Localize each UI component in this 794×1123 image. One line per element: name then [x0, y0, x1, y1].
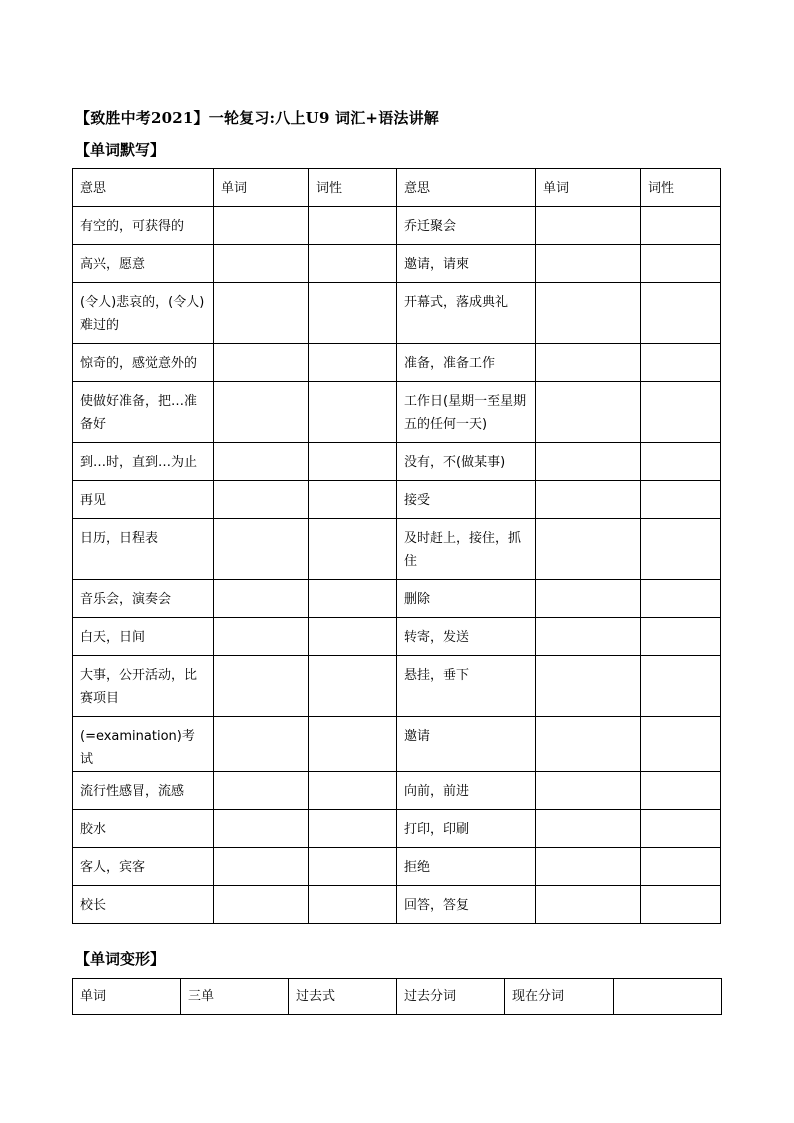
meaning-cell: 乔迁聚会: [397, 207, 536, 245]
table-row: [73, 382, 721, 443]
pos-input-cell[interactable]: [641, 382, 721, 443]
pos-input-cell[interactable]: [309, 772, 397, 810]
word-input-cell[interactable]: [214, 656, 309, 717]
table-row: [73, 717, 721, 772]
pos-input-cell[interactable]: [309, 580, 397, 618]
section-heading-transform: 【单词变形】: [75, 950, 166, 968]
word-input-cell[interactable]: [536, 283, 641, 344]
pos-input-cell[interactable]: [641, 283, 721, 344]
pos-input-cell[interactable]: [309, 382, 397, 443]
pos-input-cell[interactable]: [641, 443, 721, 481]
table-row: [73, 207, 721, 245]
word-input-cell[interactable]: [536, 382, 641, 443]
pos-input-cell[interactable]: [641, 344, 721, 382]
table-row: [73, 245, 721, 283]
meaning-cell: 邀请: [397, 717, 536, 772]
meaning-cell: (令人)悲哀的，(令人)难过的: [73, 283, 214, 344]
pos-input-cell[interactable]: [309, 245, 397, 283]
word-input-cell[interactable]: [214, 580, 309, 618]
table-row: [73, 481, 721, 519]
meaning-cell: 没有，不(做某事): [397, 443, 536, 481]
pos-input-cell[interactable]: [641, 519, 721, 580]
meaning-cell: 流行性感冒，流感: [73, 772, 214, 810]
header-cell-word: 单词: [214, 169, 309, 207]
word-input-cell[interactable]: [214, 207, 309, 245]
pos-input-cell[interactable]: [641, 580, 721, 618]
pos-input-cell[interactable]: [309, 717, 397, 772]
section-heading-dictation: 【单词默写】: [75, 141, 166, 159]
meaning-cell: 使做好准备，把…准备好: [73, 382, 214, 443]
word-input-cell[interactable]: [536, 245, 641, 283]
pos-input-cell[interactable]: [309, 443, 397, 481]
pos-input-cell[interactable]: [309, 810, 397, 848]
header-cell-past-participle: 过去分词: [397, 979, 505, 1015]
word-input-cell[interactable]: [214, 283, 309, 344]
word-input-cell[interactable]: [536, 519, 641, 580]
pos-input-cell[interactable]: [641, 656, 721, 717]
header-cell-word: 单词: [73, 979, 181, 1015]
meaning-cell: 悬挂，垂下: [397, 656, 536, 717]
meaning-cell: 向前，前进: [397, 772, 536, 810]
pos-input-cell[interactable]: [641, 717, 721, 772]
header-cell-present-participle: 现在分词: [505, 979, 614, 1015]
table-header-row: [73, 979, 722, 1015]
header-cell-blank: [614, 979, 722, 1015]
table-row: [73, 344, 721, 382]
header-cell-past-tense: 过去式: [289, 979, 397, 1015]
word-input-cell[interactable]: [214, 848, 309, 886]
pos-input-cell[interactable]: [309, 618, 397, 656]
pos-input-cell[interactable]: [309, 344, 397, 382]
meaning-cell: 日历，日程表: [73, 519, 214, 580]
word-input-cell[interactable]: [536, 207, 641, 245]
word-input-cell[interactable]: [536, 618, 641, 656]
table-header-row: [73, 169, 721, 207]
table-row: [73, 656, 721, 717]
header-cell-pos: 词性: [641, 169, 721, 207]
word-input-cell[interactable]: [536, 886, 641, 924]
meaning-cell: 准备，准备工作: [397, 344, 536, 382]
pos-input-cell[interactable]: [309, 886, 397, 924]
word-input-cell[interactable]: [214, 717, 309, 772]
meaning-cell: 工作日(星期一至星期五的任何一天): [397, 382, 536, 443]
meaning-cell: 邀请，请柬: [397, 245, 536, 283]
header-cell-third-person: 三单: [181, 979, 289, 1015]
table-row: [73, 519, 721, 580]
meaning-cell: (=examination)考试: [73, 717, 214, 772]
vocab-dictation-table: [72, 168, 721, 924]
pos-input-cell[interactable]: [309, 656, 397, 717]
pos-input-cell[interactable]: [641, 481, 721, 519]
meaning-cell: 惊奇的，感觉意外的: [73, 344, 214, 382]
word-input-cell[interactable]: [536, 717, 641, 772]
word-forms-table: [72, 978, 722, 1015]
word-input-cell[interactable]: [214, 772, 309, 810]
word-input-cell[interactable]: [536, 656, 641, 717]
meaning-cell: 大事，公开活动，比赛项目: [73, 656, 214, 717]
table-row: [73, 283, 721, 344]
meaning-cell: 白天，日间: [73, 618, 214, 656]
table-row: [73, 886, 721, 924]
pos-input-cell[interactable]: [309, 207, 397, 245]
meaning-cell: 校长: [73, 886, 214, 924]
table-row: [73, 618, 721, 656]
meaning-cell: 转寄，发送: [397, 618, 536, 656]
word-input-cell[interactable]: [214, 810, 309, 848]
pos-input-cell[interactable]: [641, 618, 721, 656]
pos-input-cell[interactable]: [641, 886, 721, 924]
word-input-cell[interactable]: [214, 481, 309, 519]
pos-input-cell[interactable]: [309, 519, 397, 580]
word-input-cell[interactable]: [214, 344, 309, 382]
meaning-cell: 客人，宾客: [73, 848, 214, 886]
word-input-cell[interactable]: [214, 886, 309, 924]
header-cell-word: 单词: [536, 169, 641, 207]
meaning-cell: 回答，答复: [397, 886, 536, 924]
pos-input-cell[interactable]: [309, 848, 397, 886]
table-row: [73, 443, 721, 481]
pos-input-cell[interactable]: [641, 810, 721, 848]
pos-input-cell[interactable]: [641, 245, 721, 283]
table-row: [73, 848, 721, 886]
meaning-cell: 删除: [397, 580, 536, 618]
meaning-cell: 开幕式，落成典礼: [397, 283, 536, 344]
word-input-cell[interactable]: [214, 519, 309, 580]
meaning-cell: 及时赶上，接住，抓住: [397, 519, 536, 580]
meaning-cell: 拒绝: [397, 848, 536, 886]
header-cell-pos: 词性: [309, 169, 397, 207]
meaning-cell: 接受: [397, 481, 536, 519]
word-input-cell[interactable]: [214, 382, 309, 443]
word-input-cell[interactable]: [536, 443, 641, 481]
table-row: [73, 772, 721, 810]
meaning-cell: 有空的，可获得的: [73, 207, 214, 245]
table-row: [73, 810, 721, 848]
word-input-cell[interactable]: [214, 245, 309, 283]
word-input-cell[interactable]: [536, 810, 641, 848]
word-input-cell[interactable]: [536, 481, 641, 519]
pos-input-cell[interactable]: [309, 481, 397, 519]
pos-input-cell[interactable]: [641, 848, 721, 886]
word-input-cell[interactable]: [536, 848, 641, 886]
meaning-cell: 音乐会，演奏会: [73, 580, 214, 618]
page-title: 【致胜中考2021】一轮复习:八上U9 词汇+语法讲解: [75, 109, 439, 127]
pos-input-cell[interactable]: [641, 207, 721, 245]
meaning-cell: 高兴，愿意: [73, 245, 214, 283]
table-row: [73, 580, 721, 618]
word-input-cell[interactable]: [536, 580, 641, 618]
meaning-cell: 再见: [73, 481, 214, 519]
word-input-cell[interactable]: [536, 344, 641, 382]
meaning-cell: 到…时，直到…为止: [73, 443, 214, 481]
pos-input-cell[interactable]: [641, 772, 721, 810]
word-input-cell[interactable]: [214, 618, 309, 656]
word-input-cell[interactable]: [536, 772, 641, 810]
pos-input-cell[interactable]: [309, 283, 397, 344]
meaning-cell: 打印，印刷: [397, 810, 536, 848]
meaning-cell: 胶水: [73, 810, 214, 848]
header-cell-meaning: 意思: [73, 169, 214, 207]
header-cell-meaning: 意思: [397, 169, 536, 207]
word-input-cell[interactable]: [214, 443, 309, 481]
